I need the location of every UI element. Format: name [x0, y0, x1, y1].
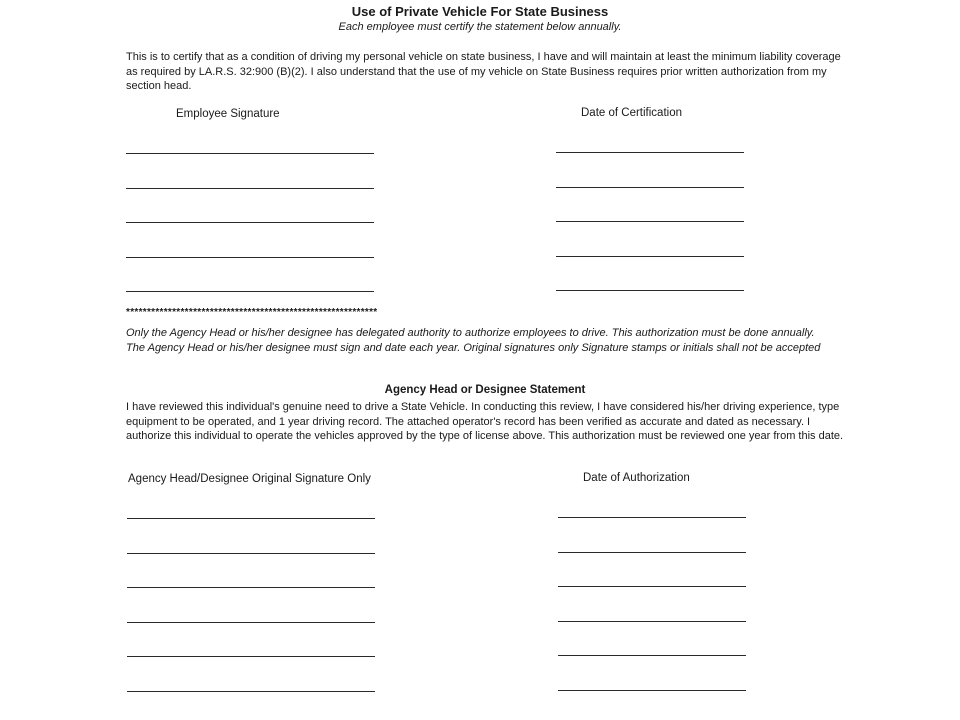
- employee-signature-line[interactable]: [126, 188, 374, 189]
- separator: ************************************************************: [126, 307, 378, 318]
- agency-signature-line[interactable]: [127, 691, 375, 692]
- agency-signature-line[interactable]: [127, 587, 375, 588]
- employee-signature-line[interactable]: [126, 153, 374, 154]
- certification-date-line[interactable]: [556, 187, 744, 188]
- date-of-authorization-label: Date of Authorization: [583, 472, 690, 484]
- date-of-certification-label: Date of Certification: [581, 107, 682, 119]
- agency-signature-line[interactable]: [127, 518, 375, 519]
- authorization-date-line[interactable]: [558, 690, 746, 691]
- certification-date-line[interactable]: [556, 152, 744, 153]
- agency-signature-line[interactable]: [127, 656, 375, 657]
- authorization-date-line[interactable]: [558, 552, 746, 553]
- authorization-date-line[interactable]: [558, 655, 746, 656]
- agency-signature-label: Agency Head/Designee Original Signature Only: [128, 473, 371, 485]
- authorization-date-line[interactable]: [558, 517, 746, 518]
- authorization-date-line[interactable]: [558, 586, 746, 587]
- certification-date-line[interactable]: [556, 256, 744, 257]
- agency-signature-line[interactable]: [127, 622, 375, 623]
- form-title: Use of Private Vehicle For State Business: [351, 4, 609, 19]
- form-subtitle: Each employee must certify the statement below annually.: [338, 21, 622, 33]
- agency-heading: Agency Head or Designee Statement: [384, 384, 586, 396]
- employee-signature-line[interactable]: [126, 222, 374, 223]
- employee-signature-line[interactable]: [126, 257, 374, 258]
- certification-date-line[interactable]: [556, 290, 744, 291]
- certification-text: This is to certify that as a condition of driving my personal vehicle on state business, I have and will maintain at least the minimum liability coverage as required by LA.R.S. 32:900 (B)(2). I also understand that the use of my vehicle on State Business requires prior written authorization from my section head.: [126, 51, 841, 93]
- certification-date-line[interactable]: [556, 221, 744, 222]
- authority-note: Only the Agency Head or his/her designee has delegated authority to authorize employees to drive. This authorization must be done annually. The Agency Head or his/her designee must sign and date each year. Original signatures only Signature stamps or initials shall not be accepted: [126, 327, 821, 354]
- employee-signature-label: Employee Signature: [176, 108, 280, 120]
- agency-signature-line[interactable]: [127, 553, 375, 554]
- employee-signature-line[interactable]: [126, 291, 374, 292]
- authorization-date-line[interactable]: [558, 621, 746, 622]
- agency-statement: I have reviewed this individual's genuine need to drive a State Vehicle. In conducting this review, I have considered his/her driving experience, type equipment to be operated, and 1 year driving record. The attached operator's record has been verified as accurate and dated as necessary. I authorize this individual to operate the vehicles approved by the type of license above. This authorization must be reviewed one year from this date.: [126, 401, 844, 443]
